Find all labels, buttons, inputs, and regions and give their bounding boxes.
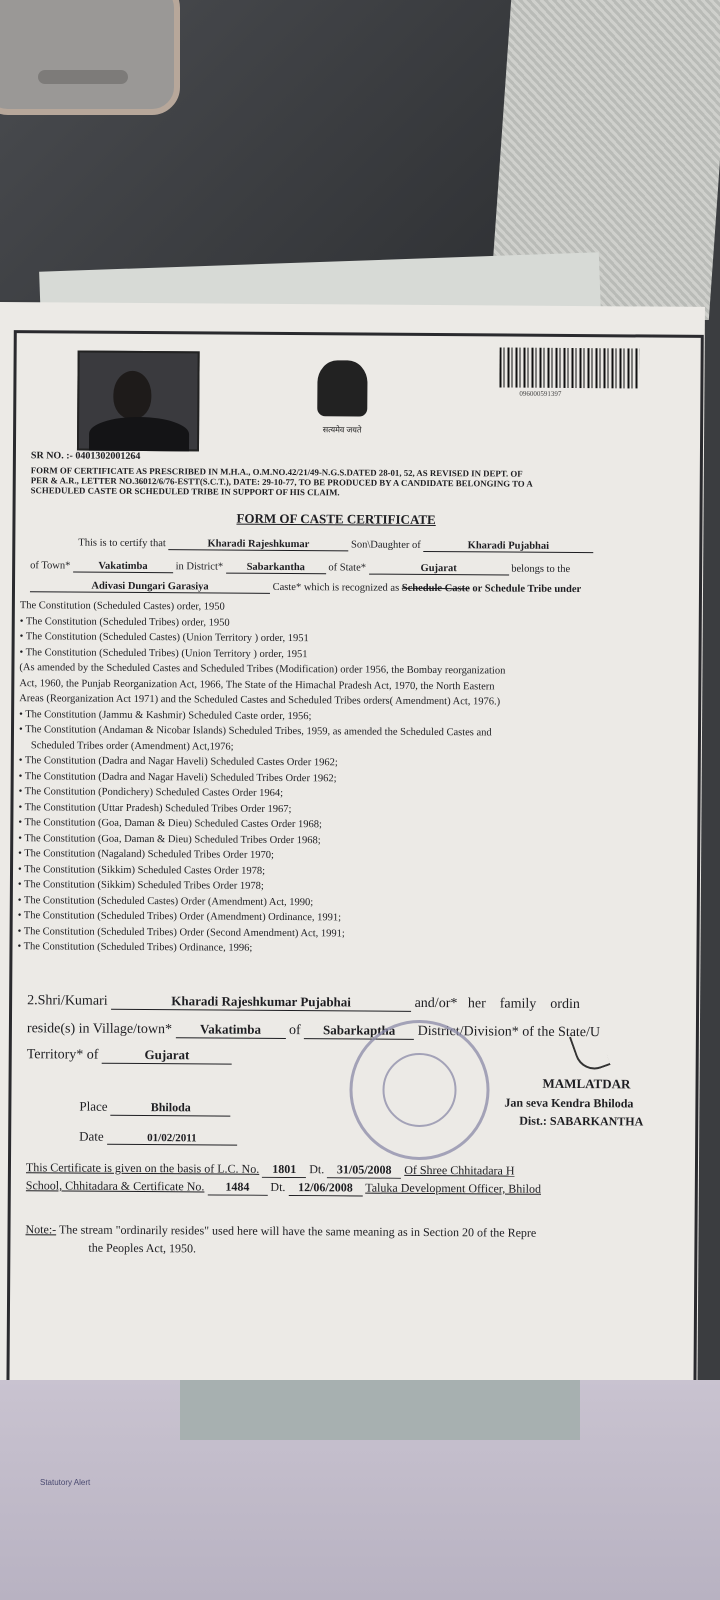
dt-label-2: Dt. bbox=[270, 1179, 286, 1195]
note-label: Note:- bbox=[25, 1222, 57, 1237]
order-item: • The Constitution (Andaman & Nicobar Islands) Scheduled Tribes, 1959, as amended the Scheduled Castes and bbox=[18, 724, 492, 739]
order-item: • The Constitution (Uttar Pradesh) Scheduled Tribes Order 1967; bbox=[18, 801, 292, 815]
signatory-district: Dist.: SABARKANTHA bbox=[519, 1113, 644, 1129]
order-item: • The Constitution (Goa, Daman & Dieu) Scheduled Castes Order 1968; bbox=[18, 817, 322, 831]
order-item: • The Constitution (Sikkim) Scheduled Tribes Order 1978; bbox=[17, 879, 264, 892]
date-label: Date bbox=[79, 1128, 104, 1144]
order-item: • The Constitution (Dadra and Nagar Haveli) Scheduled Tribes Order 1962; bbox=[18, 770, 337, 784]
caste-certificate bbox=[0, 302, 705, 1407]
official-seal bbox=[349, 1019, 490, 1160]
father-name: Kharadi Pujabhai bbox=[423, 540, 593, 553]
ordin-label: ordin bbox=[550, 996, 580, 1013]
lc-date: 31/05/2008 bbox=[327, 1162, 401, 1179]
order-item: Scheduled Tribes order (Amendment) Act,1976; bbox=[30, 739, 234, 753]
her-label: her bbox=[467, 996, 486, 1012]
of-label: of bbox=[288, 1023, 301, 1039]
preamble bbox=[31, 465, 533, 499]
tribe-label: or Schedule Tribe under bbox=[472, 583, 582, 596]
applicant-name: Kharadi Rajeshkumar bbox=[168, 538, 348, 551]
statutory-alert: Statutory Alert bbox=[40, 1478, 91, 1487]
section2-district: Sabarkaptha bbox=[304, 1022, 414, 1040]
resides-label: reside(s) in Village/town* bbox=[26, 1021, 173, 1038]
lc-number: 1801 bbox=[262, 1162, 306, 1178]
order-item: • The Constitution (Scheduled Castes) (Union Territory ) order, 1951 bbox=[19, 631, 309, 645]
phone-case bbox=[0, 0, 180, 115]
applicant-photo bbox=[77, 351, 200, 452]
barcode-number: 096000591397 bbox=[519, 389, 562, 398]
recognized-label: Caste* which is recognized as bbox=[272, 581, 400, 594]
bottom-strip bbox=[180, 1380, 580, 1440]
form-title: FORM OF CASTE CERTIFICATE bbox=[236, 510, 436, 528]
sr-no-label: SR NO. :- bbox=[30, 450, 73, 462]
order-item: • The Constitution (Goa, Daman & Dieu) Scheduled Tribes Order 1968; bbox=[18, 832, 321, 846]
order-item: • The Constitution (Scheduled Tribes) Order (Second Amendment) Act, 1991; bbox=[17, 925, 345, 939]
national-emblem bbox=[307, 360, 378, 452]
lion-capital-icon bbox=[317, 360, 367, 416]
order-item: • The Constitution (Scheduled Castes) Order (Amendment) Act, 1990; bbox=[17, 894, 314, 908]
order-item: • The Constitution (Sikkim) Scheduled Castes Order 1978; bbox=[18, 863, 266, 877]
emblem-motto: सत्यमेव जयते bbox=[322, 425, 362, 435]
order-item: • The Constitution (Scheduled Tribes) order, 1950 bbox=[19, 615, 230, 629]
place-line bbox=[79, 1099, 231, 1117]
basis-text-2: School, Chhitadara & Certificate No. bbox=[25, 1178, 205, 1194]
preamble-line: SCHEDULED CASTE OR SCHEDULED TRIBE IN SUPPORT OF HIS CLAIM. bbox=[30, 485, 340, 498]
order-item: Act, 1960, the Punjab Reorganization Act, 1966, The State of the Himachal Pradesh Act, 1970, the North Eastern bbox=[19, 677, 495, 692]
section2-state: Gujarat bbox=[102, 1047, 232, 1065]
place-value: Bhiloda bbox=[111, 1100, 231, 1117]
date-line bbox=[79, 1129, 237, 1146]
preamble-line: PER & A.R., LETTER NO.36012/6/76-ESTT(S.C.T.), DATE: 29-10-77, TO BE PRODUCED BY A CANDIDATE BELONGING TO A bbox=[30, 475, 533, 489]
note-text: The stream "ordinarily resides" used here will have the same meaning as in Section 20 of the Repre bbox=[58, 1222, 537, 1240]
family-label: family bbox=[499, 996, 537, 1012]
district-division-label: District/Division* of the State/U bbox=[417, 1023, 601, 1041]
preamble-line: FORM OF CERTIFICATE AS PRESCRIBED IN M.H.A., O.M.NO.42/21/49-N.G.S.DATED 28-01, 52, AS REVISED IN DEPT. OF bbox=[30, 465, 523, 479]
caste-value: Adivasi Dungari Garasiya bbox=[30, 580, 270, 594]
town-value: Vakatimba bbox=[73, 561, 173, 574]
order-item: • The Constitution (Jammu & Kashmir) Scheduled Caste order, 1956; bbox=[19, 708, 312, 722]
section2-line-3 bbox=[27, 1046, 232, 1064]
andor-label: and/or* bbox=[414, 995, 458, 1012]
order-item: Areas (Reorganization Act 1971) and the Scheduled Castes and Scheduled Tribes orders( Amendment) Act, 1976.) bbox=[19, 693, 501, 708]
state-value: Gujarat bbox=[369, 563, 509, 576]
order-item: • The Constitution (Scheduled Tribes) Order (Amendment) Ordinance, 1991; bbox=[17, 910, 342, 924]
town-label: of Town* bbox=[30, 560, 71, 572]
order-item: • The Constitution (Dadra and Nagar Haveli) Scheduled Castes Order 1962; bbox=[18, 755, 338, 769]
certify-intro: This is to certify that bbox=[78, 537, 166, 550]
belongs-label: belongs to the bbox=[511, 563, 571, 575]
struck-caste: Schedule Caste bbox=[401, 582, 470, 595]
place-label: Place bbox=[79, 1098, 108, 1114]
order-item: (As amended by the Scheduled Castes and Scheduled Tribes (Modification) order 1956, the Bombay reorganization bbox=[19, 662, 506, 677]
constitution-orders-list bbox=[17, 598, 689, 959]
cert-date: 12/06/2008 bbox=[288, 1180, 362, 1197]
school-name: Of Shree Chhitadara H bbox=[404, 1162, 515, 1178]
shri-label: 2.Shri/Kumari bbox=[27, 993, 108, 1009]
sr-no bbox=[31, 450, 141, 462]
barcode bbox=[499, 347, 639, 388]
order-item: • The Constitution (Nagaland) Scheduled Tribes Order 1970; bbox=[18, 848, 274, 861]
section2-village: Vakatimba bbox=[175, 1021, 285, 1039]
dt-label: Dt. bbox=[309, 1162, 325, 1177]
cert-number: 1484 bbox=[207, 1179, 267, 1195]
district-label: in District* bbox=[175, 561, 224, 573]
son-daughter-label: Son\Daughter of bbox=[351, 539, 421, 551]
signatory-office: Jan seva Kendra Bhiloda bbox=[504, 1095, 634, 1111]
sr-no-value: 0401302001264 bbox=[75, 450, 141, 462]
state-label: of State* bbox=[328, 562, 367, 574]
order-item: • The Constitution (Pondichery) Scheduled Castes Order 1964; bbox=[18, 786, 284, 799]
basis-text: This Certificate is given on the basis of L.C. No. bbox=[25, 1160, 260, 1176]
date-value: 01/02/2011 bbox=[107, 1132, 237, 1146]
district-value: Sabarkantha bbox=[226, 562, 326, 575]
order-item: • The Constitution (Scheduled Tribes) (Union Territory ) order, 1951 bbox=[19, 646, 308, 660]
signatory-title: MAMLATDAR bbox=[542, 1075, 631, 1092]
territory-label: Territory* of bbox=[26, 1047, 99, 1063]
note-line-2: the Peoples Act, 1950. bbox=[88, 1240, 197, 1256]
order-item: The Constitution (Scheduled Castes) order, 1950 bbox=[19, 600, 225, 613]
section2-name: Kharadi Rajeshkumar Pujabhai bbox=[111, 993, 411, 1012]
issuer-name: Taluka Development Officer, Bhilod bbox=[365, 1180, 542, 1196]
order-item: • The Constitution (Scheduled Tribes) Ordinance, 1996; bbox=[17, 941, 253, 954]
